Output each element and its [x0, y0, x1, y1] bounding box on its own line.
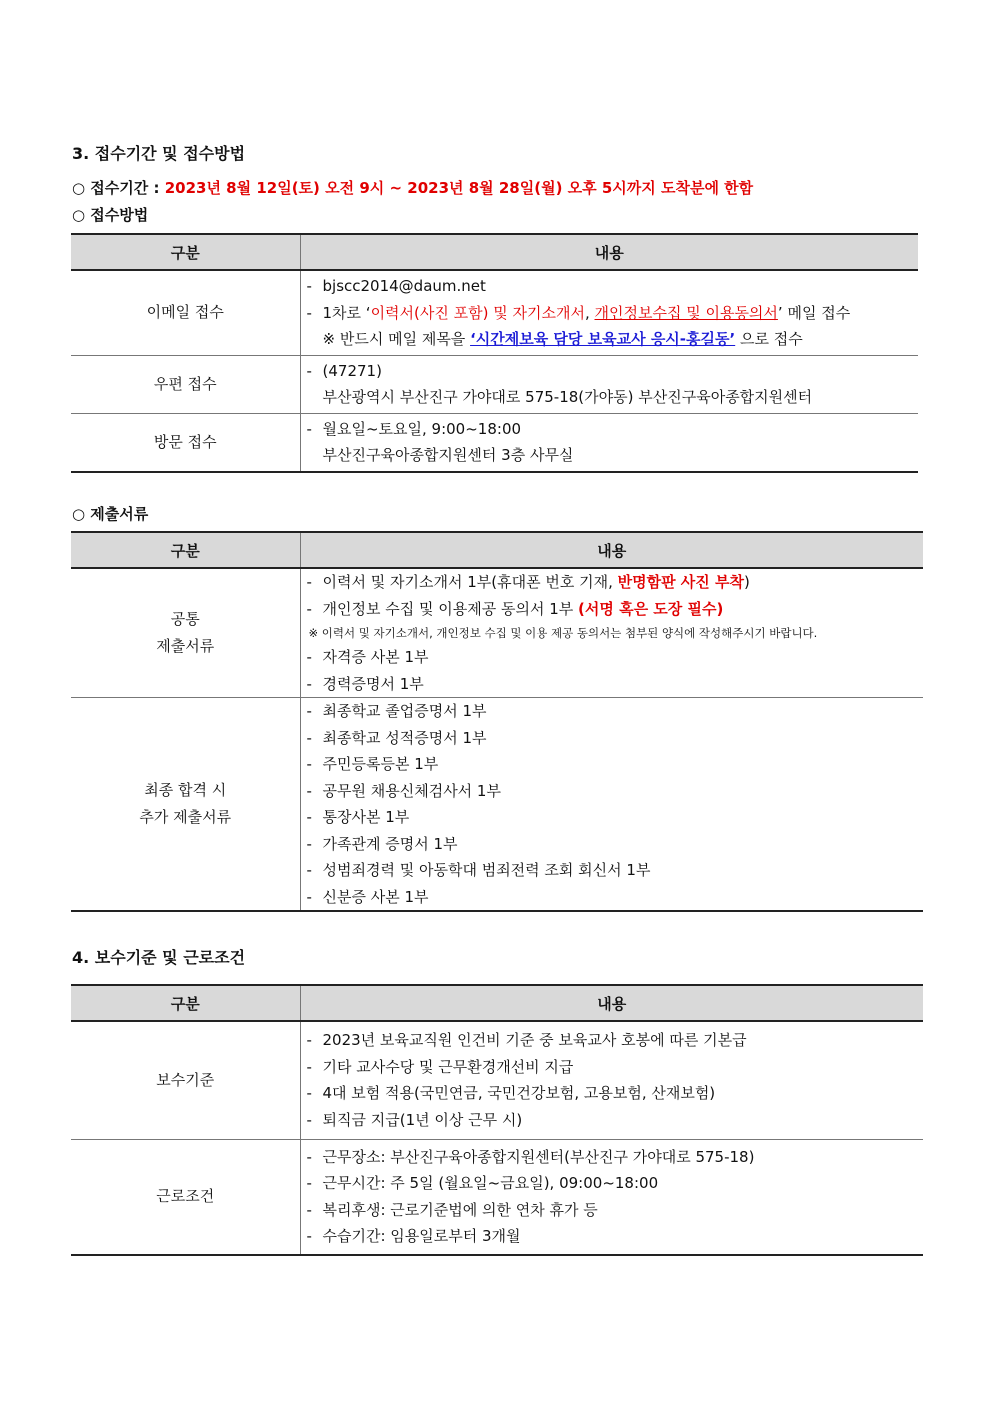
- list-item: - 월요일~토요일, 9:00~18:00: [306, 419, 522, 438]
- text-segment: 개인정보 수집 및 이용제공 동의서 1부: [322, 599, 579, 618]
- list-item: - 주민등록등본 1부: [306, 755, 439, 773]
- row-label-work: 근로조건: [71, 1139, 300, 1255]
- text-segment: 기타 교사수당 및 근무환경개선비 지급: [322, 1057, 574, 1076]
- text-segment: ’ 메일 접수: [777, 303, 851, 322]
- text-segment: 공무원 채용신체검사서 1부: [322, 781, 501, 800]
- text-segment: 1차로 ‘: [322, 303, 371, 322]
- list-item: - 이력서 및 자기소개서 1부(휴대폰 번호 기재, 반명함판 사진 부착): [306, 573, 750, 591]
- label-line: 최종 합격 시: [144, 781, 227, 799]
- period-value: 2023년 8월 12일(토) 오전 9시 ~ 2023년 8월 28일(월) 오후 5시까지 도착분에 한함: [164, 179, 754, 197]
- table-header-content: 내용: [300, 234, 918, 270]
- period-label: ○ 접수기간 :: [72, 179, 165, 197]
- row-content-email: [300, 270, 918, 355]
- documents-title: ○ 제출서류: [72, 505, 149, 523]
- list-item: - 퇴직금 지급(1년 이상 근무 시): [306, 1110, 523, 1129]
- list-item: - 가족관계 증명서 1부: [306, 834, 458, 853]
- text-segment: 성범죄경력 및 아동학대 범죄전력 조회 회신서 1부: [322, 861, 651, 879]
- list-item: - 신분증 사본 1부: [306, 887, 429, 906]
- label-line: 제출서류: [156, 637, 215, 655]
- text-segment: (서명 혹은 도장 필수): [578, 599, 724, 618]
- text-segment: 수습기간: 임용일로부터 3개월: [322, 1227, 521, 1246]
- text-segment: 통장사본 1부: [322, 808, 410, 826]
- text-segment: 가족관계 증명서 1부: [322, 834, 458, 853]
- documents-note: ※ 이력서 및 자기소개서, 개인정보 수집 및 이용 제공 동의서는 첨부된 양식에 작성해주시기 바랍니다.: [308, 626, 818, 640]
- row-content-pay: [300, 1021, 923, 1139]
- text-segment: 경력증명서 1부: [322, 674, 424, 693]
- list-item: - 근무시간: 주 5일 (월요일~금요일), 09:00~18:00: [306, 1174, 659, 1193]
- text-segment: ‘시간제보육 담당 보육교사 응시-홍길동’: [470, 330, 736, 348]
- list-item: - 기타 교사수당 및 근무환경개선비 지급: [306, 1057, 574, 1076]
- table-header-category: 구분: [71, 532, 300, 568]
- application-method-label: ○ 접수방법: [72, 206, 149, 224]
- pay-conditions-table: [71, 984, 923, 1256]
- text-segment: 근무장소: 부산진구육아종합지원센터(부산진구 가야대로 575-18): [322, 1147, 755, 1166]
- list-item: - 수습기간: 임용일로부터 3개월: [306, 1227, 521, 1246]
- row-label-pay: 보수기준: [71, 1021, 300, 1139]
- table-header-category: 구분: [71, 234, 300, 270]
- text-segment: ,: [584, 303, 595, 322]
- row-label-visit: 방문 접수: [71, 413, 300, 472]
- list-item: - 2023년 보육교직원 인건비 기준 중 보육교사 호봉에 따른 기본급: [306, 1031, 747, 1050]
- text-segment: 복리후생: 근로기준법에 의한 연차 휴가 등: [322, 1200, 598, 1219]
- email-subject-note: [307, 326, 915, 353]
- text-segment: 퇴직금 지급(1년 이상 근무 시): [322, 1110, 523, 1129]
- label-line: 공통: [170, 610, 200, 628]
- text-segment: 개인정보수집 및 이용동의서: [594, 303, 778, 322]
- row-content-post: [300, 355, 918, 413]
- table-header-content: 내용: [300, 985, 923, 1021]
- list-item-continuation: 부산진구육아종합지원센터 3층 사무실: [322, 446, 574, 464]
- text-segment: ): [743, 573, 750, 591]
- text-segment: 반명함판 사진 부착: [617, 573, 744, 591]
- row-label-common: [71, 568, 300, 698]
- text-segment: 근무시간: 주 5일 (월요일~금요일), 09:00~18:00: [322, 1174, 659, 1193]
- text-segment: 최종학교 성적증명서 1부: [322, 728, 487, 747]
- row-content-final: [300, 698, 923, 912]
- list-item: - 근무장소: 부산진구육아종합지원센터(부산진구 가야대로 575-18): [306, 1147, 755, 1166]
- application-period: [72, 177, 753, 198]
- text-segment: (47271): [322, 361, 382, 380]
- text-segment: 2023년 보육교직원 인건비 기준 중 보육교사 호봉에 따른 기본급: [322, 1031, 747, 1050]
- row-content-visit: [300, 413, 918, 472]
- section3-title: 3. 접수기간 및 접수방법: [72, 144, 246, 163]
- table-row-final: [71, 698, 923, 912]
- email-address: bjscc2014@daum.net: [322, 277, 486, 295]
- row-label-final: [71, 698, 300, 912]
- row-content-work: [300, 1139, 923, 1255]
- application-method-table: [71, 233, 918, 473]
- list-item: - 통장사본 1부: [306, 808, 410, 826]
- section4-title: 4. 보수기준 및 근로조건: [72, 948, 246, 967]
- table-row-post: [71, 355, 918, 413]
- text-segment: 주민등록등본 1부: [322, 755, 439, 773]
- list-item: - (47271): [306, 361, 382, 380]
- table-header-category: 구분: [71, 985, 300, 1021]
- table-header-content: 내용: [300, 532, 923, 568]
- text-segment: 으로 접수: [735, 330, 803, 348]
- row-label-post: 우편 접수: [71, 355, 300, 413]
- text-segment: 4대 보험 적용(국민연금, 국민건강보험, 고용보험, 산재보험): [322, 1084, 716, 1103]
- text-segment: 월요일~토요일, 9:00~18:00: [322, 419, 522, 438]
- list-item: - 최종학교 성적증명서 1부: [306, 728, 487, 747]
- list-item: - 최종학교 졸업증명서 1부: [306, 702, 487, 720]
- table-row-pay: [71, 1021, 923, 1139]
- row-label-email: 이메일 접수: [71, 270, 300, 355]
- list-item: - 개인정보 수집 및 이용제공 동의서 1부 (서명 혹은 도장 필수): [306, 599, 724, 618]
- text-segment: 이력서 및 자기소개서 1부(휴대폰 번호 기재,: [322, 573, 618, 591]
- text-segment: 이력서(사진 포함) 및 자기소개서: [370, 303, 585, 322]
- documents-table: [71, 531, 923, 912]
- table-row-visit: [71, 413, 918, 472]
- list-item: - 복리후생: 근로기준법에 의한 연차 휴가 등: [306, 1200, 598, 1219]
- list-item: - 4대 보험 적용(국민연금, 국민건강보험, 고용보험, 산재보험): [306, 1084, 716, 1103]
- table-row-work: [71, 1139, 923, 1255]
- list-item: - bjscc2014@daum.net: [306, 277, 486, 295]
- list-item-continuation: 부산광역시 부산진구 가야대로 575-18(가야동) 부산진구육아종합지원센터: [322, 388, 813, 406]
- list-item: - 1차로 ‘이력서(사진 포함) 및 자기소개서, 개인정보수집 및 이용동의서’ 메일 접수: [306, 303, 851, 322]
- list-item: - 자격증 사본 1부: [306, 648, 429, 666]
- text-segment: 최종학교 졸업증명서 1부: [322, 702, 487, 720]
- table-row-email: [71, 270, 918, 355]
- list-item: - 공무원 채용신체검사서 1부: [306, 781, 501, 800]
- list-item: - 경력증명서 1부: [306, 674, 424, 693]
- label-line: 추가 제출서류: [139, 808, 232, 826]
- list-item: - 성범죄경력 및 아동학대 범죄전력 조회 회신서 1부: [306, 861, 651, 879]
- row-content-common: [300, 568, 923, 698]
- text-segment: ※ 반드시 메일 제목을: [322, 330, 471, 348]
- text-segment: 신분증 사본 1부: [322, 887, 429, 906]
- table-row-common: [71, 568, 923, 698]
- text-segment: 자격증 사본 1부: [322, 648, 429, 666]
